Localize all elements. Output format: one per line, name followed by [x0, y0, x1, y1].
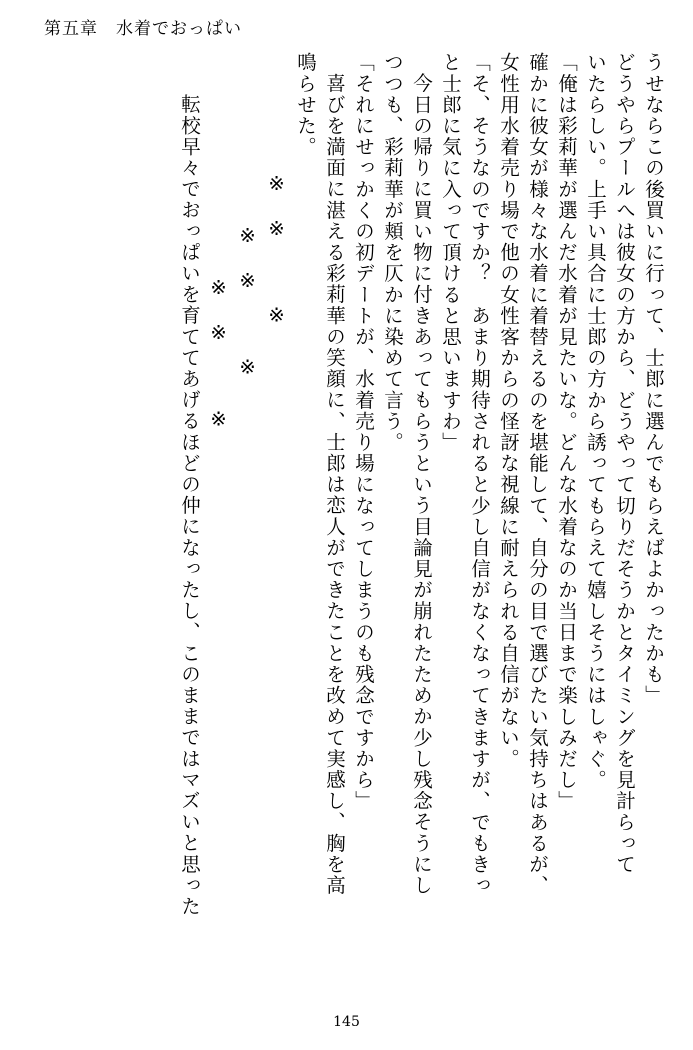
scene-separator: ※※ ※: [265, 172, 288, 349]
text-line: 「俺は彩莉華が選んだ水着が見たいな。どんな水着なのか当日まで楽しみだし」: [555, 52, 578, 812]
text-line: 確かに彼女が様々な水着に着替えるのを堪能して、自分の目で選びたい気持ちはあるが、: [526, 52, 549, 896]
chapter-title: 水着でおっぱい: [116, 19, 242, 39]
chapter-header: [44, 14, 242, 39]
scene-separator: ※※ ※: [207, 276, 230, 453]
chapter-number: 第五章: [44, 19, 98, 39]
text-line: 「そ、そうなのですか？ あまり期待されると少し自信がなくなってきますが、でもきっ: [468, 52, 491, 896]
text-line: 鳴らせた。: [294, 52, 317, 158]
text-line: と士郎に気に入って頂けると思いますわ」: [439, 52, 462, 453]
text-line: どうやらプールへは彼女の方から、どうやって切りだそうかとタイミングを見計らって: [613, 52, 636, 875]
text-line: 女性用水着売り場で他の女性客からの怪訝な視線に耐えられる自信がない。: [497, 52, 520, 770]
page-number: 145: [333, 1014, 360, 1030]
text-line: うせならこの後買いに行って、士郎に選んでもらえばよかったかも」: [642, 52, 665, 707]
text-line: つつも、彩莉華が頬を仄かに染めて言う。: [381, 52, 404, 453]
text-line: 喜びを満面に湛える彩莉華の笑顔に、士郎は恋人ができたことを改めて実感し、胸を高: [323, 73, 346, 896]
vertical-text-body: [30, 52, 663, 982]
scene-separator: ※※ ※: [236, 224, 259, 401]
text-line: いたらしい。上手い具合に士郎の方から誘ってもらえて嬉しそうにはしゃぐ。: [584, 52, 607, 791]
text-line: 転校早々でおっぱいを育ててあげるほどの仲になったし、このままではマズいと思った: [178, 94, 201, 917]
text-line: 今日の帰りに買い物に付きあってもらうという目論見が崩れたためか少し残念そうにし: [410, 73, 433, 896]
text-line: 「それにせっかくの初デートが、水着売り場になってしまうのも残念ですから」: [352, 52, 375, 812]
